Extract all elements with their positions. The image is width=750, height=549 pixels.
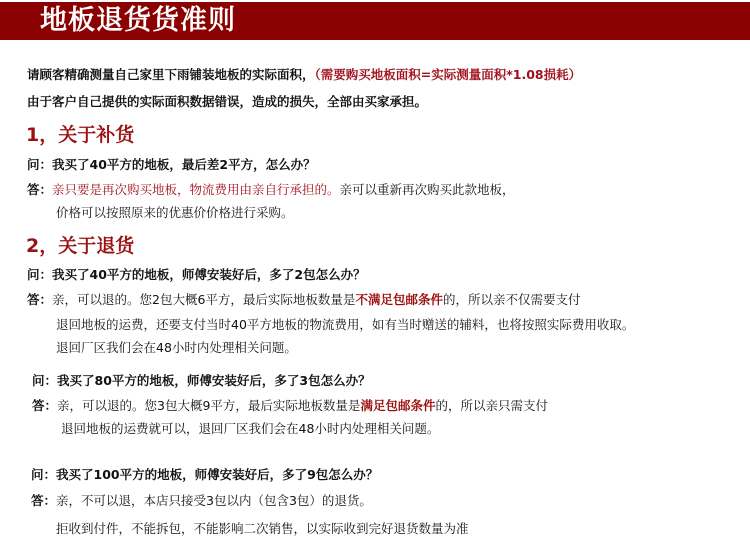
answer-continued: 退回厂区我们会在48小时内处理相关问题。 [56,340,297,355]
qa-question [32,372,371,390]
qa-answer [32,397,548,415]
qa-question [27,156,316,174]
question-text: 我买了100平方的地板，师傅安装好后，多了9包怎么办？ [56,467,379,482]
intro-line-1 [27,66,581,84]
answer-continued: 拒收到付件，不能拆包，不能影响二次销售，以实际收到完好退货数量为准 [56,521,469,536]
answer-highlight: 不满足包邮条件 [355,292,443,307]
answer-continued: 退回地板的运费，还要支付当时40平方地板的物流费用，如有当时赠送的辅料，也将按照实际费用收取。 [56,317,635,332]
intro-measure-text: 请顾客精确测量自己家里下雨铺装地板的实际面积， [27,67,315,82]
answer-label: 答： [32,398,58,413]
section-title-returns: 2，关于退货 [26,235,135,257]
question-label: 问： [32,373,58,388]
title-banner [0,2,750,40]
question-text: 我买了80平方的地板，师傅安装好后，多了3包怎么办？ [57,373,371,388]
answer-label: 答： [31,493,57,508]
question-label: 问： [27,267,53,282]
answer-text: 亲可以重新再次购买此款地板， [339,182,515,197]
answer-text: 亲，不可以退，本店只接受3包以内（包含3包）的退货。 [56,493,372,508]
question-label: 问： [27,157,53,172]
question-text: 我买了40平方的地板，最后差2平方，怎么办？ [52,157,316,172]
answer-text: 亲，可以退的。您3包大概9平方，最后实际地板数量是 [57,398,361,413]
answer-continued: 价格可以按照原来的优惠价价格进行采购。 [56,205,294,220]
qa-answer [27,291,580,309]
question-text: 我买了40平方的地板，师傅安装好后，多了2包怎么办？ [52,267,366,282]
answer-label: 答： [27,182,53,197]
page-title: 地板退货货准则 [40,5,236,36]
question-label: 问： [31,467,57,482]
qa-answer [27,181,515,199]
intro-liability-text: 由于客户自己提供的实际面积数据错误，造成的损失，全部由买家承担。 [27,94,428,109]
qa-answer [31,492,372,510]
answer-highlight: 满足包邮条件 [360,398,436,413]
answer-text: 的，所以亲只需支付 [435,398,548,413]
qa-question [27,266,366,284]
answer-continued: 退回地板的运费就可以，退回厂区我们会在48小时内处理相关问题。 [61,421,440,436]
intro-line-2 [27,93,427,111]
answer-text: 亲，可以退的。您2包大概6平方，最后实际地板数量是 [52,292,356,307]
answer-label: 答： [27,292,53,307]
answer-highlight: 亲只要是再次购买地板，物流费用由亲自行承担的。 [52,182,340,197]
intro-area-formula: （需要购买地板面积=实际测量面积*1.08损耗） [314,67,582,82]
answer-text: 的，所以亲不仅需要支付 [442,292,581,307]
section-title-restock: 1，关于补货 [26,124,135,146]
qa-question [31,466,378,484]
